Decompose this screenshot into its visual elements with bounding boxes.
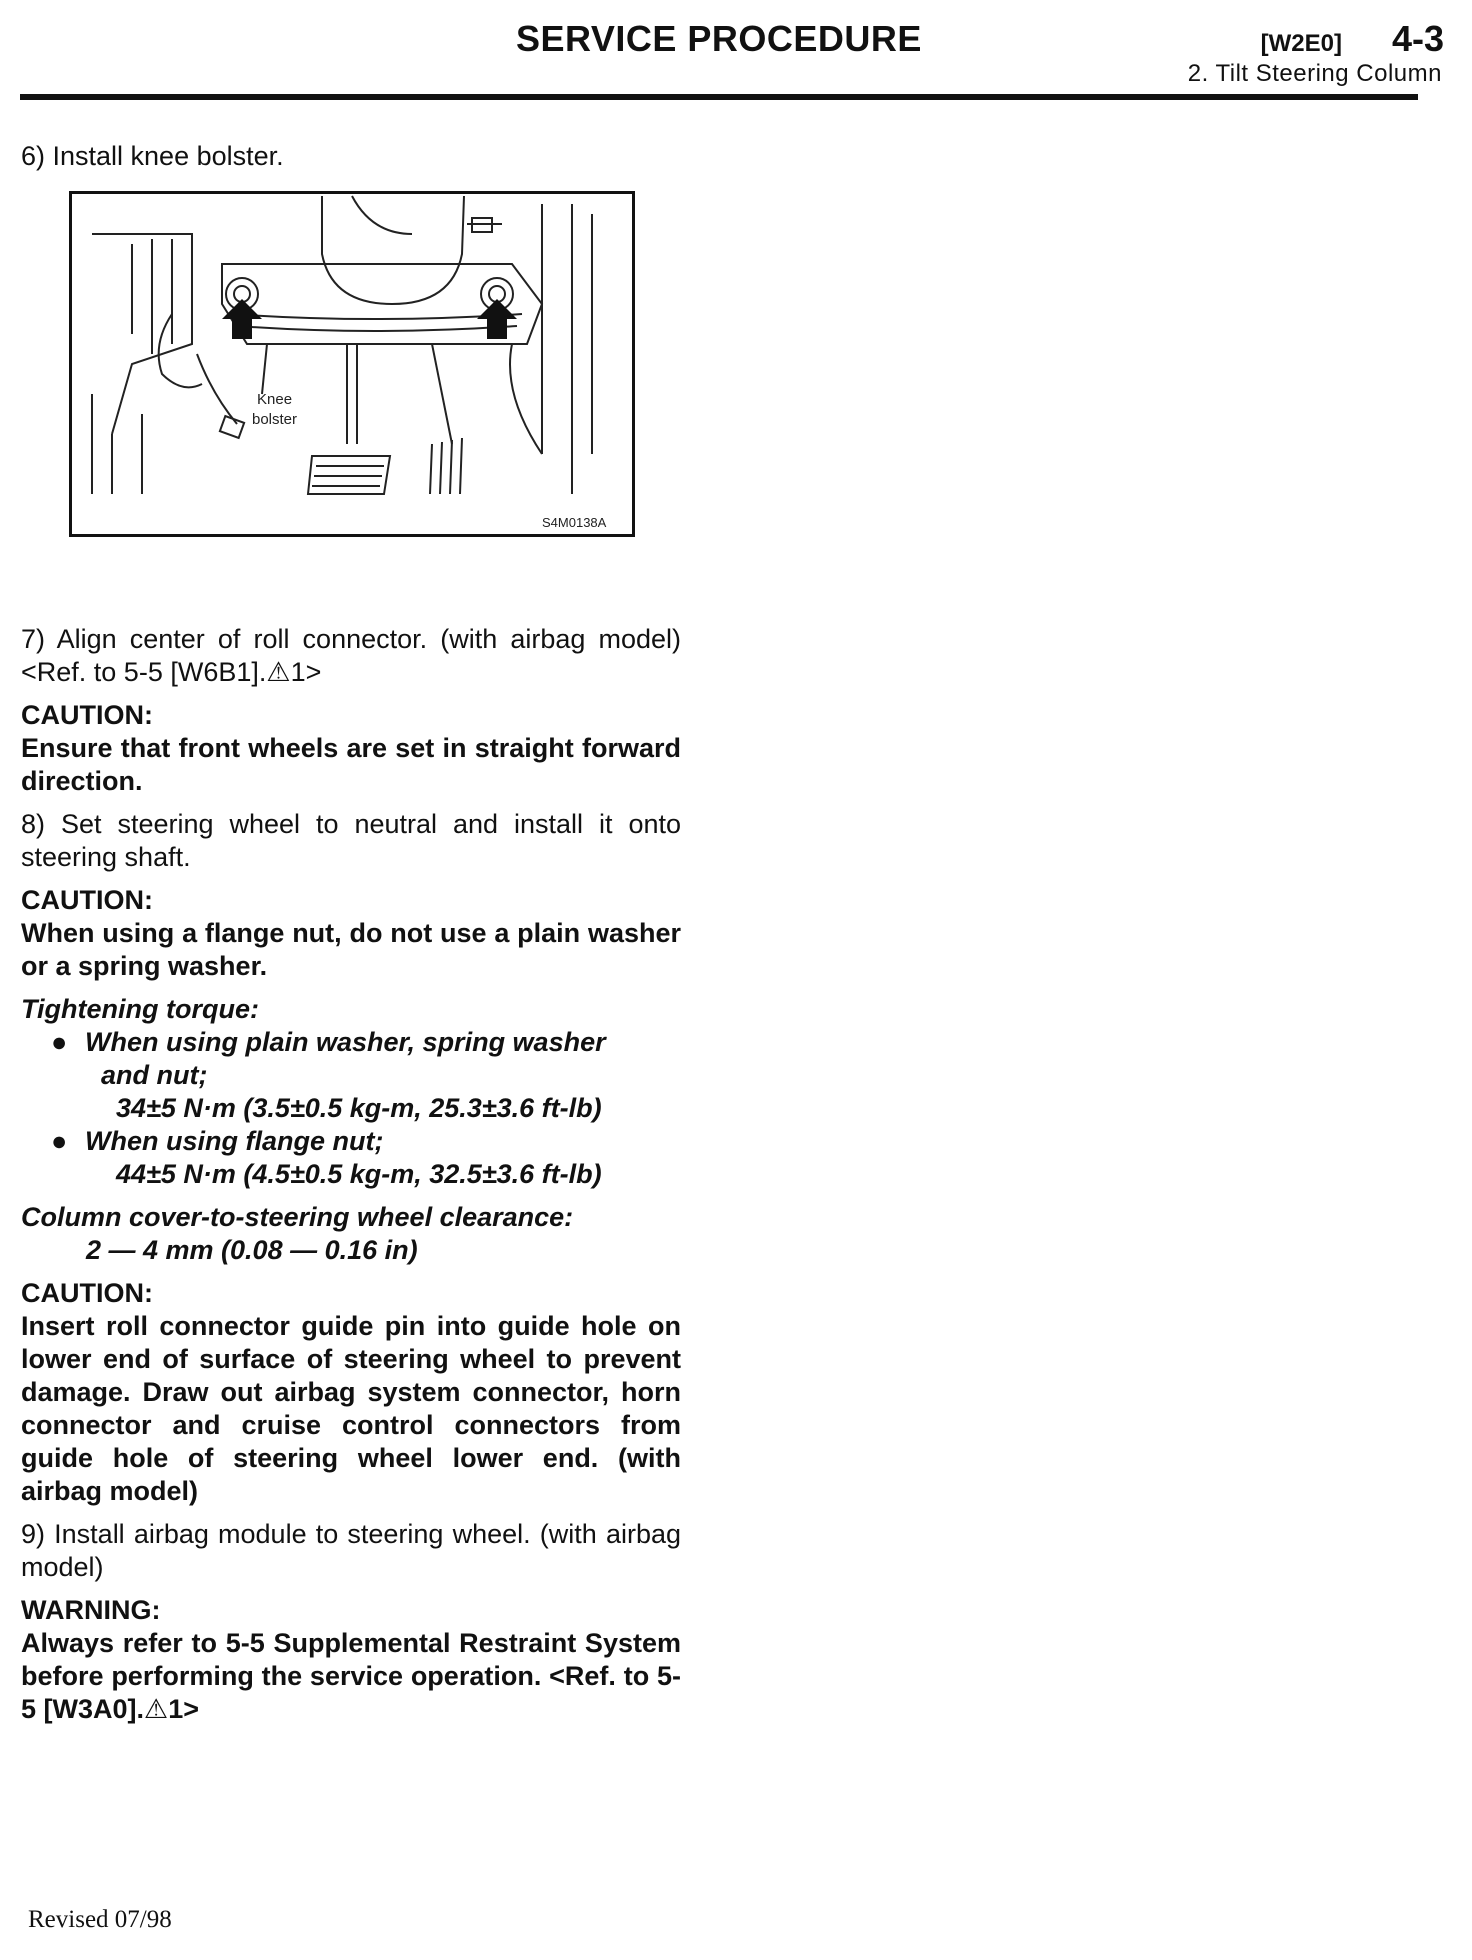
warning-body: Always refer to 5-5 Supplemental Restraint System before performing the service operation. <Ref. to 5-5 [W3A0].⚠1> (21, 1628, 681, 1724)
header-rule (20, 94, 1418, 100)
caution-1-heading: CAUTION: (21, 700, 153, 730)
torque-value-1: 34±5 N·m (3.5±0.5 kg-m, 25.3±3.6 ft-lb) (116, 1093, 602, 1123)
caution-1-body: Ensure that front wheels are set in straight forward direction. (21, 733, 681, 796)
bullet-icon: ● (51, 1027, 68, 1057)
caution-2-heading: CAUTION: (21, 885, 153, 915)
clearance-heading: Column cover-to-steering wheel clearance: (21, 1202, 574, 1232)
section-name: 2. Tilt Steering Column (1187, 60, 1442, 87)
torque-bullet-2 (21, 1125, 681, 1158)
figure-code: S4M0138A (542, 515, 607, 530)
caution-3-heading: CAUTION: (21, 1278, 153, 1308)
bullet-icon: ● (51, 1126, 68, 1156)
step-9: 9) Install airbag module to steering wheel. (with airbag model) (21, 1519, 681, 1582)
step-6: 6) Install knee bolster. (21, 141, 284, 171)
figure-label-line2: bolster (252, 411, 298, 428)
knee-bolster-figure (69, 191, 635, 537)
caution-3-body: Insert roll connector guide pin into guide hole on lower end of surface of steering wheel to prevent damage. Draw out airbag system connector, horn connector and cruise control connectors from guide hole of steering wheel lower end. (with airbag model) (21, 1311, 681, 1506)
torque-bullet-1-text: When using plain washer, spring washer (85, 1027, 606, 1057)
warning-heading: WARNING: (21, 1595, 161, 1625)
section-code: [W2E0] (1260, 30, 1342, 57)
torque-value-2: 44±5 N·m (4.5±0.5 kg-m, 32.5±3.6 ft-lb) (116, 1159, 602, 1189)
clearance-value: 2 — 4 mm (0.08 — 0.16 in) (86, 1235, 418, 1265)
torque-bullet-1 (21, 1026, 681, 1059)
page-number: 4-3 (1391, 18, 1444, 59)
torque-heading: Tightening torque: (21, 994, 259, 1024)
torque-bullet-1-cont: and nut; (101, 1060, 208, 1090)
torque-bullet-2-text: When using flange nut; (85, 1126, 384, 1156)
step-8: 8) Set steering wheel to neutral and install it onto steering shaft. (21, 809, 681, 872)
step-7: 7) Align center of roll connector. (with airbag model) <Ref. to 5-5 [W6B1].⚠1> (21, 624, 681, 687)
caution-2-body: When using a flange nut, do not use a plain washer or a spring washer. (21, 918, 681, 981)
content-column (21, 140, 681, 1726)
page-title: SERVICE PROCEDURE (516, 18, 922, 59)
figure-label-line1: Knee (257, 391, 293, 408)
revision-footer: Revised 07/98 (28, 1906, 172, 1933)
knee-bolster-illustration (72, 194, 632, 534)
